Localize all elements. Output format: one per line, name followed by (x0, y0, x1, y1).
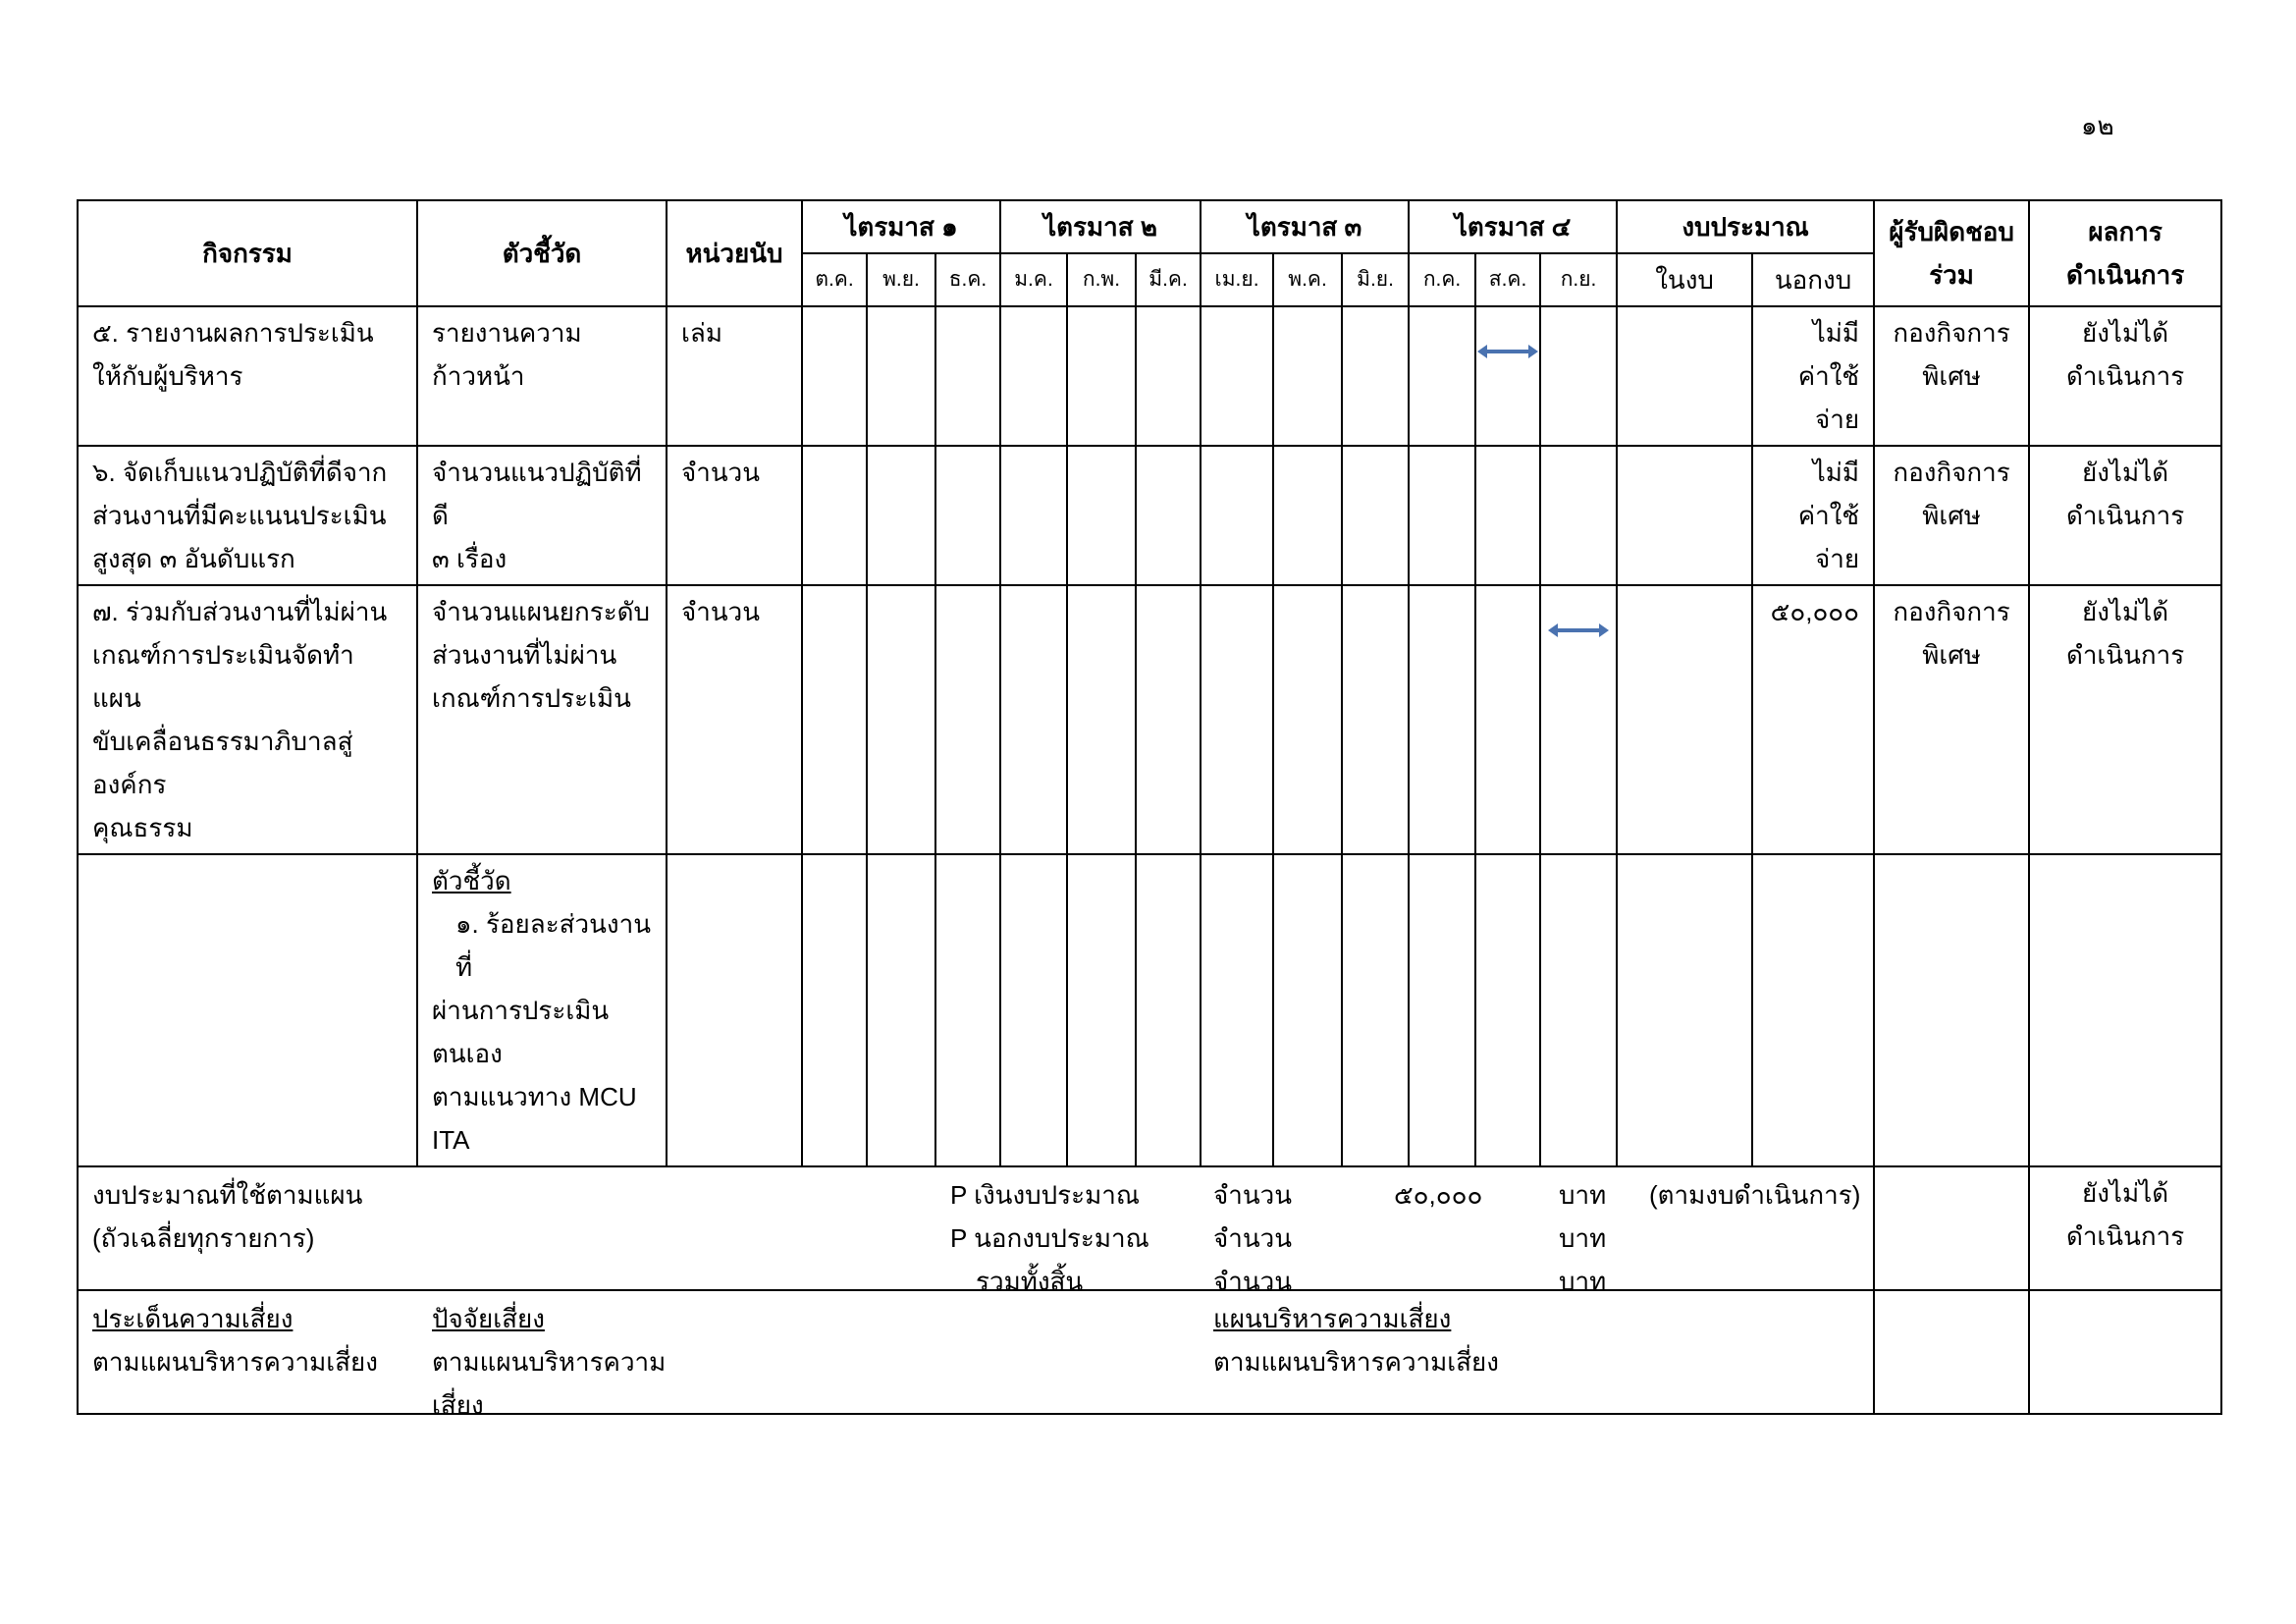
activity-cell-line: คุณธรรม (92, 813, 193, 842)
indicator-cell-line: เกณฑ์การประเมิน (432, 683, 631, 713)
month-cell (1000, 446, 1067, 585)
activity-cell-line: เกณฑ์การประเมินจัดทำแผน (92, 640, 354, 713)
risk-responsible (1874, 1290, 2029, 1414)
indicator-note-row (78, 854, 2221, 1166)
summary-amount-label: จำนวน (1213, 1223, 1292, 1253)
header-responsible (1874, 200, 2029, 306)
activity-cell (78, 446, 417, 585)
summary-result-line2: ดำเนินการ (2065, 1221, 2185, 1251)
risk-result (2029, 1290, 2221, 1414)
result-cell-line: ยังไม่ได้ (2082, 318, 2169, 348)
month-header: มี.ค. (1136, 253, 1201, 306)
responsible-cell (1874, 306, 2029, 446)
indicator-note-empty (78, 854, 417, 1166)
risk-factor-text: ตามแผนบริหารความ (432, 1347, 667, 1377)
responsible-cell-line: กองกิจการ (1893, 597, 2010, 626)
month-cell (867, 446, 935, 585)
header-result-line2: ดำเนินการ (2065, 260, 2185, 290)
activity-cell (78, 306, 417, 446)
budget-out-cell (1752, 306, 1874, 446)
month-cell (1475, 306, 1540, 446)
risk-row (78, 1290, 2221, 1414)
month-header: พ.ย. (867, 253, 935, 306)
summary-currency: บาท (1559, 1180, 1607, 1210)
month-cell (1000, 585, 1067, 854)
header-budget: งบประมาณ (1617, 200, 1874, 253)
activity-cell-line: ให้กับผู้บริหาร (92, 361, 243, 391)
month-cell (1540, 446, 1617, 585)
month-cell (867, 585, 935, 854)
indicator-cell-line: จำนวนแนวปฏิบัติที่ดี (432, 458, 642, 530)
responsible-cell-line: พิเศษ (1922, 501, 1981, 530)
header-quarter-4: ไตรมาส ๔ (1409, 200, 1617, 253)
summary-note: (ตามงบดำเนินการ) (1649, 1180, 1861, 1210)
result-cell (2029, 585, 2221, 854)
summary-in-budget-label: P เงินงบประมาณ (950, 1180, 1140, 1210)
indicator-cell (417, 306, 667, 446)
budget-in-cell (1617, 306, 1752, 446)
budget-out-cell-line: ค่าใช้จ่าย (1797, 501, 1860, 573)
month-header: ก.พ. (1067, 253, 1136, 306)
month-header: ต.ค. (802, 253, 867, 306)
month-cell (1067, 585, 1136, 854)
result-cell-line: ดำเนินการ (2065, 640, 2185, 670)
indicator-note-line: ตามแนวทาง MCU ITA (432, 1082, 637, 1155)
month-cell (1409, 585, 1475, 854)
responsible-cell-line: กองกิจการ (1893, 318, 2010, 348)
month-cell (935, 446, 1000, 585)
activity-cell-line: ส่วนงานที่มีคะแนนประเมิน (92, 501, 387, 530)
result-cell (2029, 306, 2221, 446)
month-cell (802, 585, 867, 854)
header-quarter-2: ไตรมาส ๒ (1000, 200, 1201, 253)
unit-cell: จำนวน (667, 585, 802, 854)
indicator-note-line: ผ่านการประเมินตนเอง (432, 996, 610, 1068)
risk-section (78, 1290, 1874, 1420)
responsible-cell-line: พิเศษ (1922, 640, 1981, 670)
budget-out-cell (1752, 585, 1874, 854)
risk-plan-text: ตามแผนบริหารความเสี่ยง (1213, 1347, 1499, 1377)
month-header: เม.ย. (1201, 253, 1273, 306)
summary-amount-label: จำนวน (1213, 1267, 1292, 1296)
summary-currency: บาท (1559, 1223, 1607, 1253)
summary-label-line1: งบประมาณที่ใช้ตามแผน (92, 1180, 363, 1210)
risk-issue-title: ประเด็นความเสี่ยง (92, 1304, 294, 1333)
month-cell (802, 446, 867, 585)
result-cell-line: ดำเนินการ (2065, 361, 2185, 391)
month-cell (1273, 446, 1342, 585)
timeline-arrow-icon (1477, 345, 1538, 358)
month-cell (1475, 446, 1540, 585)
activity-cell-line: ขับเคลื่อนธรรมาภิบาลสู่องค์กร (92, 727, 353, 799)
month-header: มิ.ย. (1342, 253, 1409, 306)
summary-responsible (1874, 1166, 2029, 1290)
indicator-cell-line: ส่วนงานที่ไม่ผ่าน (432, 640, 617, 670)
activity-cell-line: สูงสุด ๓ อันดับแรก (92, 544, 295, 573)
budget-out-cell-line: ไม่มี (1812, 318, 1860, 348)
month-header: ม.ค. (1000, 253, 1067, 306)
activity-cell-line: ๕. รายงานผลการประเมิน (92, 318, 374, 348)
month-cell (1136, 306, 1201, 446)
activity-row (78, 446, 2221, 585)
responsible-cell (1874, 585, 2029, 854)
header-quarter-1: ไตรมาส ๑ (802, 200, 1000, 253)
header-result-line1: ผลการ (2088, 217, 2163, 246)
result-cell-line: ดำเนินการ (2065, 501, 2185, 530)
activity-cell (78, 585, 417, 854)
result-cell-line: ยังไม่ได้ (2082, 597, 2169, 626)
budget-summary (78, 1166, 1874, 1296)
result-cell-line: ยังไม่ได้ (2082, 458, 2169, 487)
activity-cell-line: ๗. ร่วมกับส่วนงานที่ไม่ผ่าน (92, 597, 388, 626)
month-cell (1540, 585, 1617, 854)
month-cell (1273, 306, 1342, 446)
budget-in-cell (1617, 446, 1752, 585)
summary-out-budget-label: P นอกงบประมาณ (950, 1223, 1149, 1253)
summary-in-budget-amount: ๕๐,๐๐๐ (1394, 1180, 1483, 1210)
header-quarter-3: ไตรมาส ๓ (1201, 200, 1409, 253)
header-activity: กิจกรรม (78, 200, 417, 306)
action-plan-table (77, 199, 2222, 1420)
indicator-cell-line: จำนวนแผนยกระดับ (432, 597, 651, 626)
indicator-note (417, 854, 667, 1166)
budget-out-cell (1752, 446, 1874, 585)
month-cell (1409, 446, 1475, 585)
risk-issue-text: ตามแผนบริหารความเสี่ยง (92, 1347, 378, 1377)
month-cell (1000, 306, 1067, 446)
header-indicator: ตัวชี้วัด (417, 200, 667, 306)
month-cell (1475, 585, 1540, 854)
header-result (2029, 200, 2221, 306)
month-cell (867, 306, 935, 446)
summary-currency: บาท (1559, 1267, 1607, 1296)
month-header: ธ.ค. (935, 253, 1000, 306)
budget-out-cell-line: ไม่มี (1812, 458, 1860, 487)
header-budget-out: นอกงบ (1752, 253, 1874, 306)
budget-out-cell-line: ๕๐,๐๐๐ (1770, 597, 1860, 626)
month-cell (1136, 446, 1201, 585)
indicator-note-line: ๑. ร้อยละส่วนงานที่ (455, 909, 651, 982)
risk-plan-title: แผนบริหารความเสี่ยง (1213, 1304, 1452, 1333)
header-responsible-line1: ผู้รับผิดชอบ (1889, 217, 2014, 246)
budget-in-cell (1617, 585, 1752, 854)
month-cell (1201, 585, 1273, 854)
summary-amount-label: จำนวน (1213, 1180, 1292, 1210)
month-header: ก.ย. (1540, 253, 1617, 306)
responsible-cell-line: กองกิจการ (1893, 458, 2010, 487)
header-responsible-line2: ร่วม (1929, 260, 1974, 290)
month-cell (1342, 446, 1409, 585)
budget-summary-row (78, 1166, 2221, 1290)
month-cell (1201, 306, 1273, 446)
month-cell (1409, 306, 1475, 446)
month-cell (1342, 585, 1409, 854)
month-header: พ.ค. (1273, 253, 1342, 306)
month-header: ก.ค. (1409, 253, 1475, 306)
activity-row (78, 306, 2221, 446)
risk-factor-text: เสี่ยง (432, 1390, 484, 1420)
month-cell (1540, 306, 1617, 446)
summary-result-line1: ยังไม่ได้ (2082, 1178, 2169, 1208)
month-cell (935, 306, 1000, 446)
month-cell (1342, 306, 1409, 446)
indicator-cell-line: รายงานความก้าวหน้า (432, 318, 582, 391)
page-number: ๑๒ (2081, 111, 2114, 140)
unit-cell: จำนวน (667, 446, 802, 585)
header-unit: หน่วยนับ (667, 200, 802, 306)
indicator-cell (417, 446, 667, 585)
activity-row (78, 585, 2221, 854)
activity-rows (78, 306, 2221, 854)
month-header: ส.ค. (1475, 253, 1540, 306)
activity-cell-line: ๖. จัดเก็บแนวปฏิบัติที่ดีจาก (92, 458, 388, 487)
month-cell (802, 306, 867, 446)
timeline-arrow-icon (1548, 623, 1609, 637)
header-budget-in: ในงบ (1617, 253, 1752, 306)
responsible-cell-line: พิเศษ (1922, 361, 1981, 391)
month-cell (1201, 446, 1273, 585)
result-cell (2029, 446, 2221, 585)
responsible-cell (1874, 446, 2029, 585)
month-cell (1067, 306, 1136, 446)
indicator-cell-line: ๓ เรื่อง (432, 544, 507, 573)
indicator-cell (417, 585, 667, 854)
summary-result (2029, 1166, 2221, 1290)
month-cell (1273, 585, 1342, 854)
unit-cell: เล่ม (667, 306, 802, 446)
month-cell (935, 585, 1000, 854)
summary-label-line2: (ถัวเฉลี่ยทุกรายการ) (92, 1223, 315, 1253)
budget-out-cell-line: ค่าใช้จ่าย (1797, 361, 1860, 434)
risk-factor-title: ปัจจัยเสี่ยง (432, 1304, 545, 1333)
summary-total-label: รวมทั้งสิ้น (976, 1267, 1084, 1296)
month-cell (1136, 585, 1201, 854)
month-cell (1067, 446, 1136, 585)
indicator-note-title: ตัวชี้วัด (432, 866, 511, 895)
